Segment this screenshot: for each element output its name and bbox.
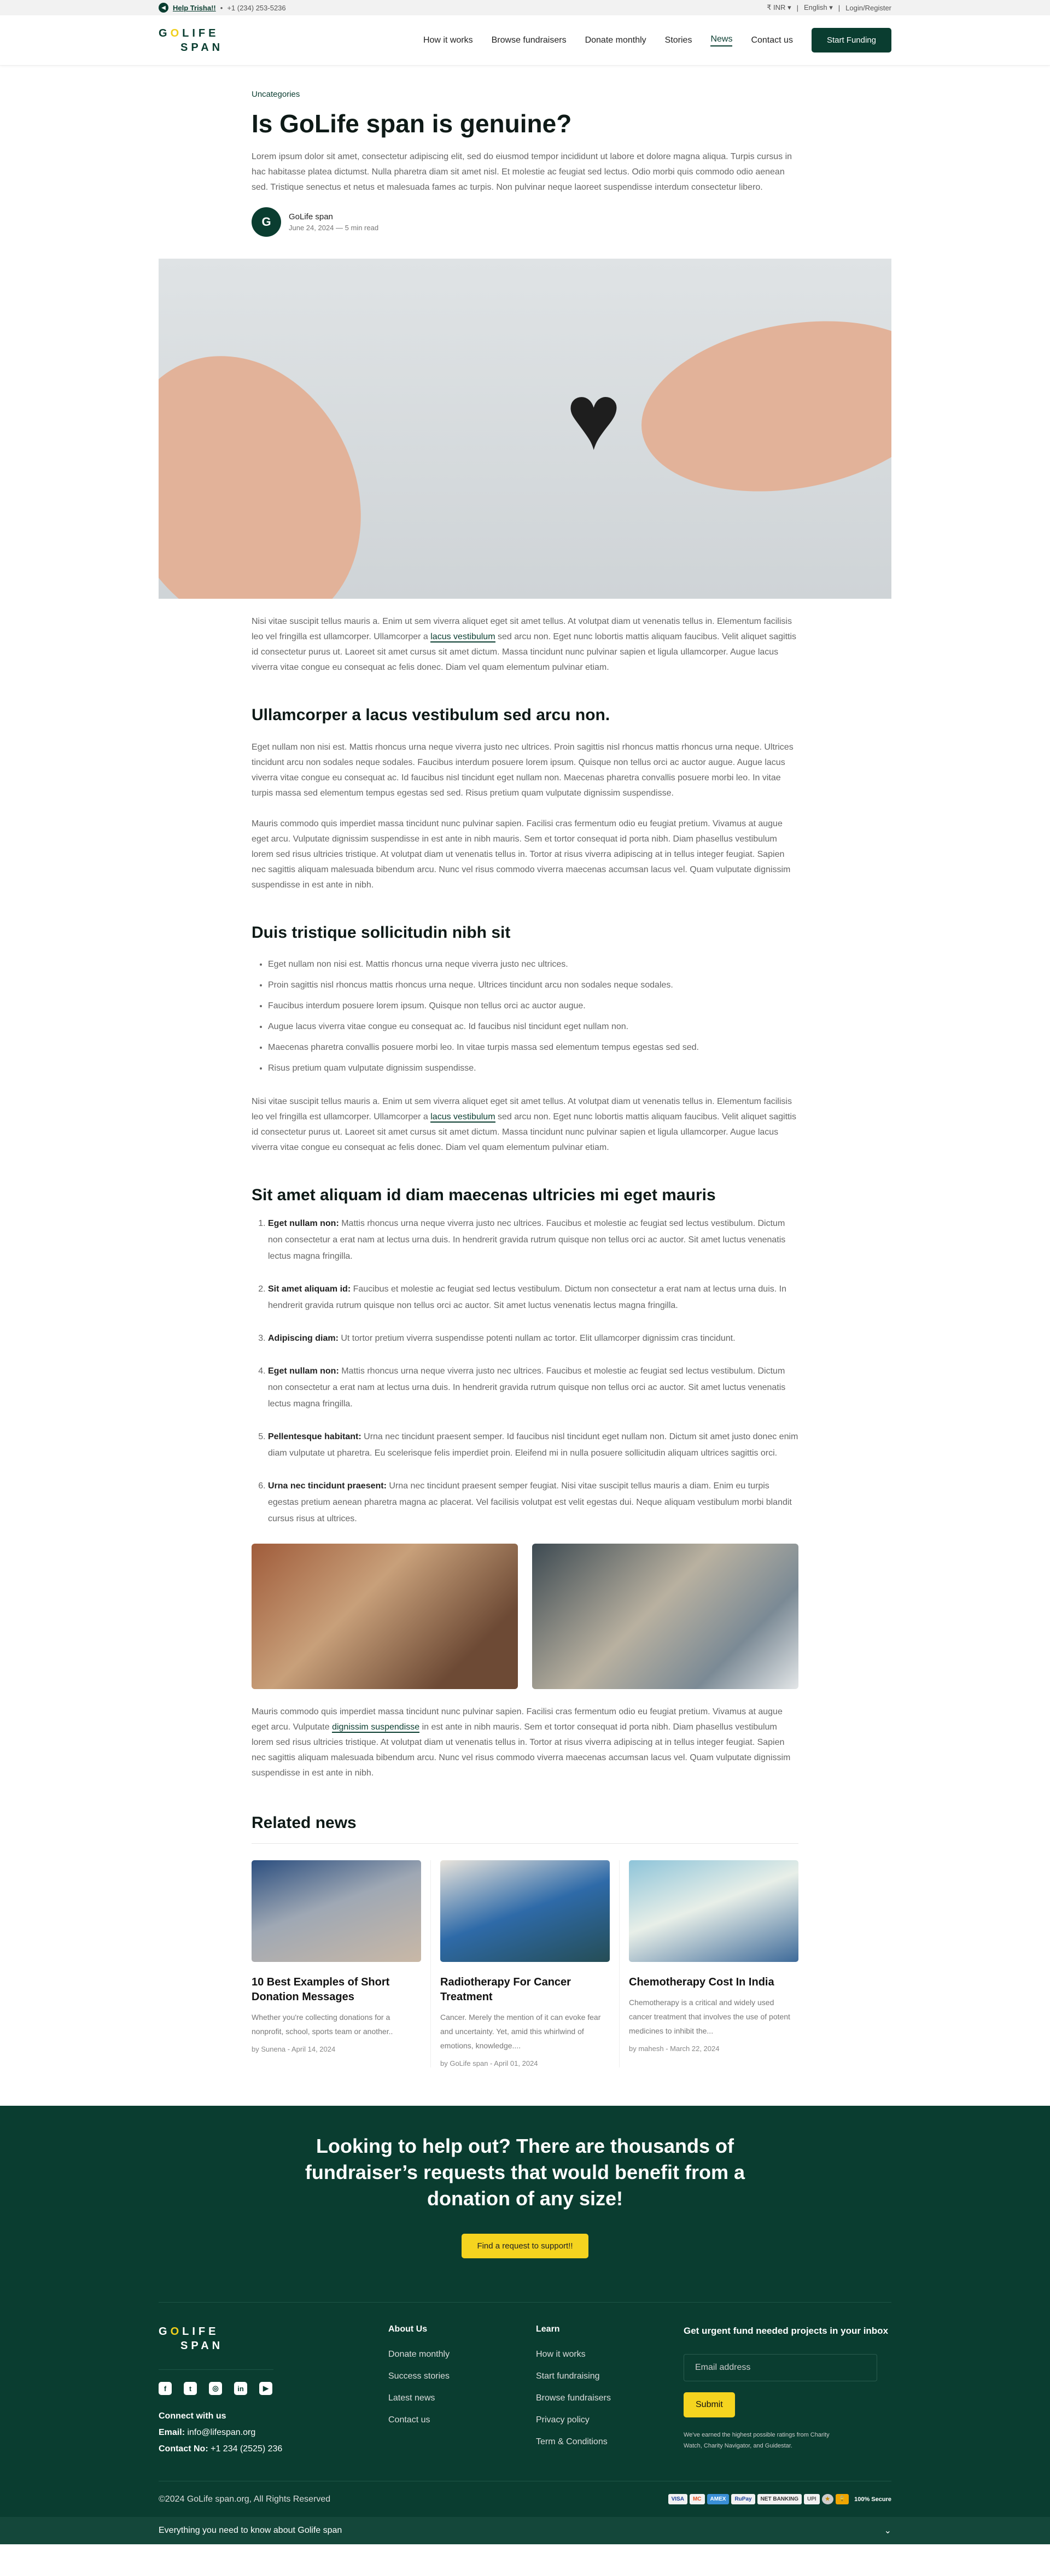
card-desc: Chemotherapy is a critical and widely used cancer treatment that involves the use of potent medicines to inhibit the... <box>629 1998 790 2035</box>
payment-methods: VISA MC AMEX RuPay NET BANKING UPI ★ 🔓 100% Secure <box>668 2494 891 2504</box>
paragraph: Mauris commodo quis imperdiet massa tincidunt nunc pulvinar sapien. Facilisi cras fermentum odio eu feugiat pretium. Vivamus at augue eget arcu. Vulputate dignissim suspendisse in est ante in nibh mauris. Sem et tortor consequat id porta nibh. Diam phasellus vestibulum lorem sed risus ultricies tristique. At volutpat diam ut venenatis tellus in. Tortor at risus viverra adipiscing at in tellus integer feugiat. Sapien nec sagittis aliquam malesuada bibendum arcu. Nunc vel risus commodo viverra maecenas accumsan lacus vel. Quam vulputate dignissim suspendisse in est ante in nibh. <box>252 1707 791 1778</box>
copyright: ©2024 GoLife span.org, All Rights Reserved <box>159 2494 331 2504</box>
category-link[interactable]: Uncategories <box>252 90 300 99</box>
footer-link[interactable]: Latest news <box>388 2393 435 2403</box>
footer-link[interactable]: Start fundraising <box>536 2371 600 2381</box>
start-funding-button[interactable]: Start Funding <box>812 28 891 52</box>
bullet-list <box>252 954 798 1079</box>
inline-link[interactable]: lacus vestibulum <box>430 1112 495 1121</box>
list-item: • Eget nullam non nisi est. Mattis rhoncus urna neque viverra justo nec ultrices. <box>268 954 798 975</box>
caret-down-icon: ▾ <box>829 3 833 11</box>
megaphone-icon: ◀ <box>159 3 168 13</box>
list-item: • Proin sagittis nisl rhoncus mattis rhoncus urna neque. Ultrices tincidunt arcu non sodales neque sodales. <box>268 975 798 996</box>
article-meta: June 24, 2024 — 5 min read <box>289 224 379 232</box>
currency-select[interactable]: ₹ INR ▾ <box>767 3 791 11</box>
list-item: 6. Urna nec tincidunt praesent: Urna nec tincidunt praesent semper feugiat. Nisi vitae suscipit tellus mauris a diam. Enim eu turpis egestas pretium aenean pharetra magna ac placerat. Vel facilisis volutpat est velit egestas dui. Neque aliquam vestibulum morbi blandit cursus risus at ultrices. <box>268 1478 798 1527</box>
list-item: 5. Pellentesque habitant: Urna nec tincidunt praesent semper. Id faucibus nisl tincidunt eget nullam non. Dictum sit amet justo donec enim diam vulputate ut pharetra. Eu scelerisque felis imperdiet proin. Eleifend mi in nulla posuere sollicitudin aliquam ultrices sagittis orci. <box>268 1429 798 1462</box>
list-item: 3. Adipiscing diam: Ut tortor pretium viverra suspendisse potenti nullam ac tortor. Elit ullamcorper dignissim cras tincidunt. <box>268 1330 798 1347</box>
article-body <box>252 614 798 1781</box>
card-meta: by GoLife span - April 01, 2024 <box>440 2059 538 2067</box>
bullet: • <box>220 3 223 12</box>
author-name: GoLife span <box>289 212 333 221</box>
connect-title: Connect with us <box>159 2411 226 2421</box>
card-desc: Cancer. Merely the mention of it can evoke fear and uncertainty. Yet, amid this whirlwind of emotions, knowledge.... <box>440 2013 601 2050</box>
footer-link[interactable]: Term & Conditions <box>536 2437 608 2446</box>
food-drive-photo <box>532 1544 798 1689</box>
nav-contact-us[interactable]: Contact us <box>751 35 793 45</box>
section-heading: Sit amet aliquam id diam maecenas ultricies mi eget mauris <box>252 1186 716 1204</box>
linkedin-icon[interactable]: in <box>234 2382 247 2395</box>
phone-number: +1 (234) 253-5236 <box>227 3 286 12</box>
top-bar: ◀ Help Trisha!! • +1 (234) 253-5236 ₹ INR ▾ | English ▾ | Login/Register <box>0 0 1050 15</box>
paragraph: Nisi vitae suscipit tellus mauris a. Enim ut sem viverra aliquet eget sit amet tellus. At volutpat diam ut venenatis tellus in. Elementum facilisis leo vel fringilla est ullamcorper. Ullamcorper a lacus vestibulum sed arcu non. Eget nunc lobortis mattis aliquam faucibus. Velit aliquet sagittis id consectetur purus ut. Laoreet sit amet cursus sit amet dictum. Massa tincidunt nunc pulvinar sapien et ligula ullamcorper. Augue lacus viverra vitae congue eu consequat ac felis donec. Diam vel quam elementum pulvinar etiam. <box>252 1097 797 1152</box>
language-select[interactable]: English ▾ <box>803 3 833 11</box>
paragraph: Mauris commodo quis imperdiet massa tincidunt nunc pulvinar sapien. Facilisi cras fermentum odio eu feugiat pretium. Vivamus at augue eget arcu. Vulputate dignissim suspendisse in est ante in nibh mauris. Sem et tortor consequat id porta nibh. Diam phasellus vestibulum lorem sed risus ultricies tristique. At volutpat diam ut venenatis tellus in. Tortor at risus viverra adipiscing at in tellus integer feugiat. Sapien nec sagittis aliquam malesuada bibendum arcu. Nunc vel risus commodo viverra maecenas accumsan lacus vel. Quam vulputate dignissim suspendisse in est ante in nibh. <box>252 819 791 890</box>
instagram-icon[interactable]: ◎ <box>209 2382 222 2395</box>
inline-link[interactable]: dignissim suspendisse <box>332 1722 420 1732</box>
social-links <box>159 2382 388 2395</box>
nav-news[interactable]: News <box>710 34 732 46</box>
numbered-list <box>252 1216 798 1527</box>
about-title: About Us <box>388 2324 428 2334</box>
card-desc: Whether you're collecting donations for a nonprofit, school, sports team or another.. <box>252 2013 393 2036</box>
help-link[interactable]: Help Trisha!! <box>173 3 216 12</box>
nav-browse-fundraisers[interactable]: Browse fundraisers <box>491 35 567 45</box>
footer-link[interactable]: Contact us <box>388 2415 430 2425</box>
card-meta: by mahesh - March 22, 2024 <box>629 2045 720 2053</box>
footer-link[interactable]: Donate monthly <box>388 2350 450 2359</box>
login-link[interactable]: Login/Register <box>845 3 891 12</box>
author-block <box>252 207 798 237</box>
logo[interactable]: GOLIFE SPAN <box>159 27 224 54</box>
amex-icon: AMEX <box>707 2494 730 2504</box>
list-item: 1. Eget nullam non: Mattis rhoncus urna neque viverra justo nec ultrices. Faucibus et molestie ac feugiat sed lectus vestibulum. Dictum non consectetur a erat nam at lectus urna duis. In hendrerit gravida rutrum quisque non tellus orci ac auctor. Sit amet luctus venenatis lectus magna fringilla. <box>268 1216 798 1265</box>
article-lead: Lorem ipsum dolor sit amet, consectetur adipiscing elit, sed do eiusmod tempor incididunt ut labore et dolore magna aliqua. Turpis cursus in hac habitasse platea dictumst. Nulla pharetra diam sit amet nisl. Et molestie ac feugiat sed lectus. Odio morbi quis commodo odio aenean sed. Tristique senectus et netus et malesuada fames ac turpis. Non pulvinar neque laoreet suspendisse interdum consectetur libero. <box>252 152 792 192</box>
footer-link[interactable]: Privacy policy <box>536 2415 590 2425</box>
youtube-icon[interactable]: ▶ <box>259 2382 272 2395</box>
card-meta: by Sunena - April 14, 2024 <box>252 2045 336 2053</box>
chevron-down-icon[interactable]: ⌄ <box>884 2526 891 2536</box>
nav-donate-monthly[interactable]: Donate monthly <box>585 35 646 45</box>
footer-contact: Contact No: +1 234 (2525) 236 <box>159 2444 283 2454</box>
faq-title: Everything you need to know about Golife span <box>159 2526 342 2535</box>
email-input[interactable]: Email address <box>684 2354 877 2381</box>
list-item: • Augue lacus viverra vitae congue eu consequat ac. Id faucibus nisl tincidunt eget nullam non. <box>268 1017 798 1037</box>
mastercard-icon: MC <box>690 2494 705 2504</box>
footer-link[interactable]: Success stories <box>388 2371 450 2381</box>
footer-email: Email: info@lifespan.org <box>159 2428 256 2437</box>
faq-accordion[interactable] <box>0 2517 1050 2544</box>
list-item: • Risus pretium quam vulputate dignissim suspendisse. <box>268 1058 798 1079</box>
cta-banner <box>0 2106 1050 2280</box>
inline-link[interactable]: lacus vestibulum <box>430 632 495 641</box>
footer-link[interactable]: Browse fundraisers <box>536 2393 611 2403</box>
related-news <box>252 1814 798 2067</box>
article-title: Is GoLife span is genuine? <box>252 109 572 138</box>
list-item: 2. Sit amet aliquam id: Faucibus et molestie ac feugiat sed lectus vestibulum. Dictum non consectetur a erat nam at lectus urna duis. In hendrerit gravida rutrum quisque non tellus orci ac auctor. Sit amet luctus venenatis lectus magna fringilla. <box>268 1281 798 1314</box>
news-card[interactable] <box>620 1860 798 2067</box>
card-title[interactable]: Radiotherapy For Cancer Treatment <box>440 1976 571 2003</box>
paragraph: Nisi vitae suscipit tellus mauris a. Enim ut sem viverra aliquet eget sit amet tellus. At volutpat diam ut venenatis tellus in. Elementum facilisis leo vel fringilla est ullamcorper. Ullamcorper a lacus vestibulum sed arcu non. Eget nunc lobortis mattis aliquam faucibus. Velit aliquet sagittis id consectetur purus ut. Laoreet sit amet cursus sit amet dictum. Massa tincidunt nunc pulvinar sapien et ligula ullamcorper. Augue lacus viverra vitae congue eu consequat ac felis donec. Diam vel quam elementum pulvinar etiam. <box>252 617 797 672</box>
visa-icon: VISA <box>668 2494 687 2504</box>
lock-icon: 🔓 <box>836 2494 849 2504</box>
article-header <box>252 90 798 237</box>
nav-how-it-works[interactable]: How it works <box>423 35 473 45</box>
card-image[interactable] <box>629 1860 798 1962</box>
image-pair <box>252 1544 798 1689</box>
footer-logo[interactable]: GOLIFE SPAN <box>159 2326 224 2352</box>
rupay-icon: RuPay <box>731 2494 755 2504</box>
card-title[interactable]: 10 Best Examples of Short Donation Messages <box>252 1976 390 2003</box>
avatar: G <box>252 207 281 237</box>
cta-heading: Looking to help out? There are thousands of fundraiser’s requests that would benefit from a donation of any size! <box>305 2135 745 2210</box>
related-title: Related news <box>252 1814 798 1844</box>
card-image[interactable] <box>440 1860 610 1962</box>
hero-image <box>159 259 891 599</box>
heart-icon: ♥ <box>566 365 621 469</box>
section-heading: Ullamcorper a lacus vestibulum sed arcu non. <box>252 706 610 724</box>
list-item: • Faucibus interdum posuere lorem ipsum. Quisque non tellus orci ac auctor augue. <box>268 996 798 1017</box>
news-card[interactable] <box>431 1860 620 2067</box>
newsletter-title: Get urgent fund needed projects in your inbox <box>684 2326 889 2336</box>
news-card[interactable] <box>252 1860 431 2067</box>
caret-down-icon: ▾ <box>788 3 791 11</box>
footer <box>0 2280 1050 2517</box>
nav-stories[interactable]: Stories <box>664 35 692 45</box>
upi-icon: UPI <box>804 2494 820 2504</box>
netbanking-icon: NET BANKING <box>757 2494 802 2504</box>
secure-badge-icon: ★ <box>822 2494 833 2504</box>
children-photo <box>252 1544 518 1689</box>
list-item: • Maecenas pharetra convallis posuere morbi leo. In vitae turpis massa sed elementum tempus egestas sed sed. <box>268 1037 798 1058</box>
paragraph: Eget nullam non nisi est. Mattis rhoncus urna neque viverra justo nec ultrices. Proin sagittis nisl rhoncus mattis rhoncus urna neque. Ultrices tincidunt arcu non sodales neque sodales. Faucibus interdum posuere lorem ipsum. Quisque non tellus orci ac auctor augue. Augue lacus viverra vitae congue eu consequat ac. Id faucibus nisl tincidunt eget nullam non. Maecenas pharetra convallis posuere morbi leo. In vitae turpis massa sed elementum tempus egestas sed sed. Risus pretium quam vulputate dignissim suspendisse. <box>252 743 794 798</box>
submit-button[interactable]: Submit <box>684 2392 735 2417</box>
twitter-icon[interactable]: t <box>184 2382 197 2395</box>
facebook-icon[interactable]: f <box>159 2382 172 2395</box>
find-request-button[interactable]: Find a request to support!! <box>462 2234 588 2258</box>
list-item: 4. Eget nullam non: Mattis rhoncus urna neque viverra justo nec ultrices. Faucibus et molestie ac feugiat sed lectus vestibulum. Dictum non consectetur a erat nam at lectus urna duis. In hendrerit gravida rutrum quisque non tellus orci ac auctor. Sit amet luctus venenatis lectus magna fringilla. <box>268 1363 798 1412</box>
footer-link[interactable]: How it works <box>536 2350 586 2359</box>
ratings-note: We've earned the highest possible ratings from Charity Watch, Charity Navigator, and Guidestar. <box>684 2432 830 2449</box>
card-image[interactable] <box>252 1860 421 1962</box>
learn-title: Learn <box>536 2324 560 2334</box>
section-heading: Duis tristique sollicitudin nibh sit <box>252 924 511 942</box>
card-title[interactable]: Chemotherapy Cost In India <box>629 1976 774 1988</box>
main-nav <box>0 15 1050 66</box>
